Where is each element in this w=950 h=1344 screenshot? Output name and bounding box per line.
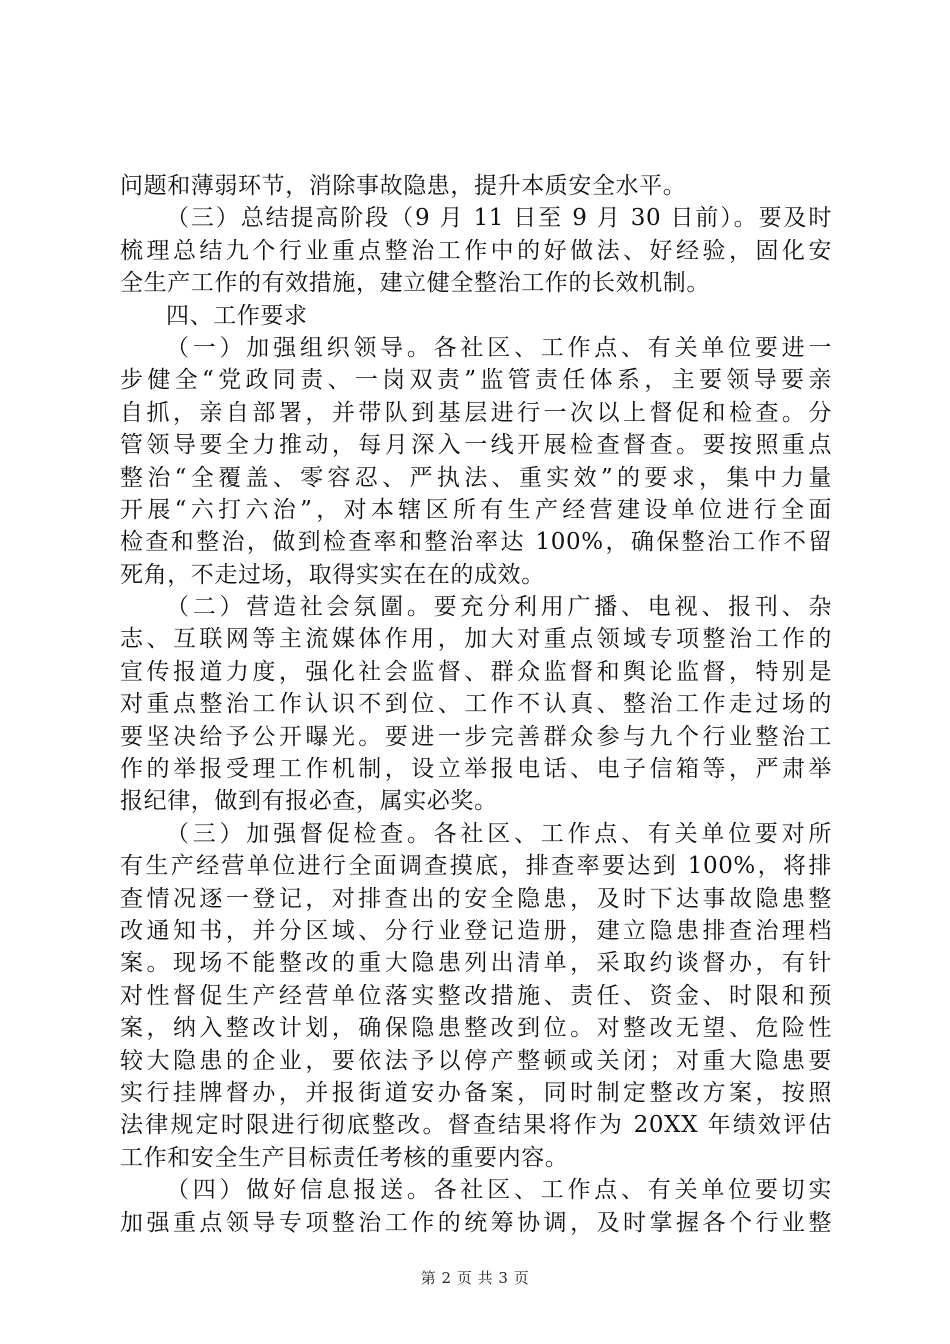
- text-line: （三）加强督促检查。各社区、工作点、有关单位要对所: [166, 820, 832, 847]
- text-line: 志、互联网等主流媒体作用，加大对重点领域专项整治工作的: [120, 626, 832, 653]
- text-line: 整治“全覆盖、零容忍、严执法、重实效”的要求，集中力量: [120, 464, 832, 491]
- text-line: 问题和薄弱环节，消除事故隐患，提升本质安全水平。: [120, 173, 687, 199]
- text-line: 案，纳入整改计划，确保隐患整改到位。对整改无望、危险性: [120, 1015, 832, 1042]
- text-line: 宣传报道力度，强化社会监督、群众监督和舆论监督，特别是: [120, 658, 832, 685]
- text-line: 实行挂牌督办，并报街道安办备案，同时制定整改方案，按照: [120, 1079, 832, 1106]
- text-line: 案。现场不能整改的重大隐患列出清单，采取约谈督办，有针: [120, 950, 832, 977]
- text-line: （一）加强组织领导。各社区、工作点、有关单位要进一: [166, 334, 832, 361]
- text-line: （二）营造社会氛圍。要充分利用广播、电视、报刊、杂: [166, 594, 832, 621]
- text-line: 死角，不走过场，取得实实在在的成效。: [120, 561, 545, 588]
- text-line: 工作和安全生产目标责任考核的重要内容。: [120, 1144, 569, 1171]
- text-line: 有生产经营单位进行全面调查摸底，排查率要达到 100%，将排: [120, 853, 832, 880]
- text-line: 报纪律，做到有报必查，属实必奖。: [120, 788, 498, 815]
- page-number-footer: 第 2 页 共 3 页: [420, 1269, 530, 1287]
- text-line: 较大隐患的企业，要依法予以停产整顿或关闭；对重大隐患要: [120, 1047, 832, 1074]
- text-line: 法律规定时限进行彻底整改。督查结果将作为 20XX 年绩效评估: [120, 1112, 832, 1139]
- text-line: 查情况逐一登记，对排查出的安全隐患，及时下达事故隐患整: [120, 885, 832, 912]
- section-heading: 四、工作要求: [166, 302, 308, 329]
- text-line: 检查和整治，做到检查率和整治率达 100%，确保整治工作不留: [120, 529, 832, 556]
- text-line: 开展“六打六治”，对本辖区所有生产经营建设单位进行全面: [120, 496, 832, 523]
- text-line: 管领导要全力推动，每月深入一线开展检查督查。要按照重点: [120, 432, 832, 459]
- text-line: 要坚决给予公开曝光。要进一步完善群众参与九个行业整治工: [120, 723, 832, 750]
- text-line: 全生产工作的有效措施，建立健全整治工作的长效机制。: [120, 270, 710, 297]
- text-line: 对重点整治工作认识不到位、工作不认真、整治工作走过场的: [120, 691, 832, 718]
- text-line: 改通知书，并分区域、分行业登记造册，建立隐患排查治理档: [120, 917, 832, 944]
- text-line: 自抓，亲自部署，并带队到基层进行一次以上督促和检查。分: [120, 399, 832, 426]
- text-line: 作的举报受理工作机制，设立举报电话、电子信箱等，严肃举: [120, 756, 832, 783]
- text-line: （三）总结提高阶段（9 月 11 日至 9 月 30 日前）。要及时: [166, 205, 832, 232]
- text-line: 步健全“党政同责、一岗双责”监管责任体系，主要领导要亲: [120, 367, 832, 394]
- text-line: 梳理总结九个行业重点整治工作中的好做法、好经验，固化安: [120, 237, 832, 264]
- document-body: [120, 170, 832, 1239]
- text-line: 加强重点领导专项整治工作的统筹协调，及时掌握各个行业整: [120, 1209, 832, 1236]
- text-line: （四）做好信息报送。各社区、工作点、有关单位要切实: [166, 1177, 832, 1204]
- text-line: 对性督促生产经营单位落实整改措施、责任、资金、时限和预: [120, 982, 832, 1009]
